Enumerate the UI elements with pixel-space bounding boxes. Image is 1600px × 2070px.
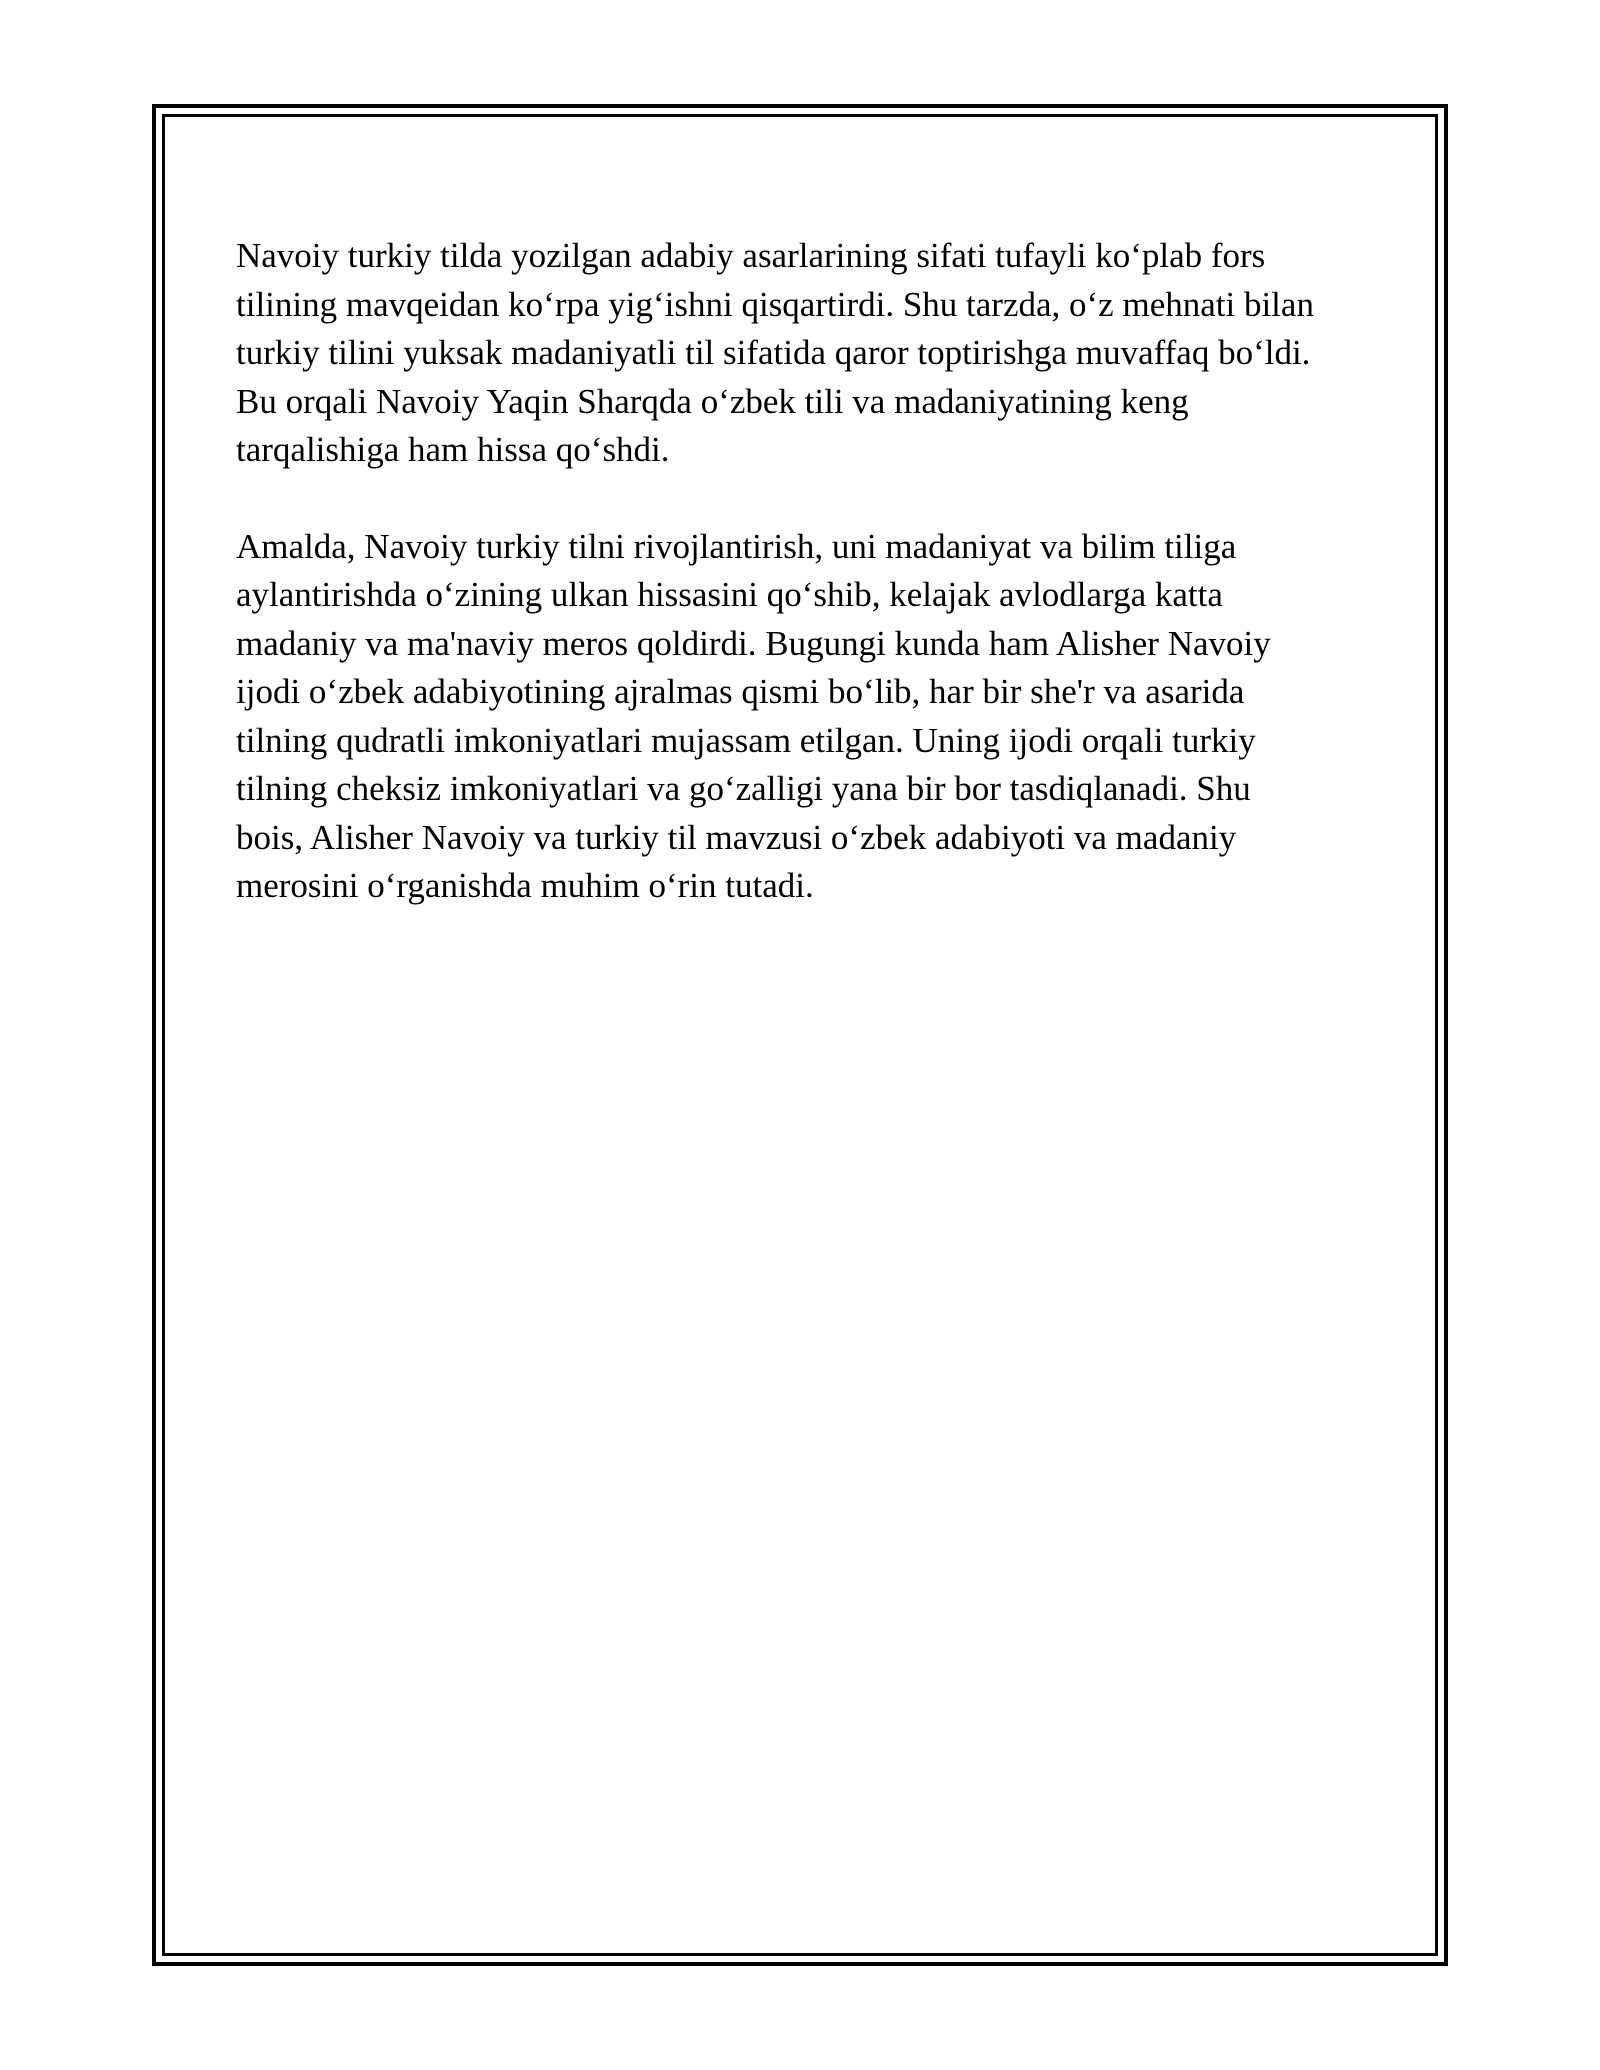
document-body	[236, 232, 1376, 959]
paragraph-1: Navoiy turkiy tilda yozilgan adabiy asarlarining sifati tufayli koʻplab fors tilining mavqeidan koʻrpa yigʻishni qisqartirdi. Shu tarzda, oʻz mehnati bilan turkiy tilini yuksak madaniyatli til sifatida qaror toptirishga muvaffaq boʻldi. Bu orqali Navoiy Yaqin Sharqda oʻzbek tili va madaniyatining keng tarqalishiga ham hissa qoʻshdi.	[236, 236, 1314, 469]
paragraph-2: Amalda, Navoiy turkiy tilni rivojlantirish, uni madaniyat va bilim tiliga aylantirishda oʻzining ulkan hissasini qoʻshib, kelajak avlodlarga katta madaniy va ma'naviy meros qoldirdi. Bugungi kunda ham Alisher Navoiy ijodi oʻzbek adabiyotining ajralmas qismi boʻlib, har bir she'r va asarida tilning qudratli imkoniyatlari mujassam etilgan. Uning ijodi orqali turkiy tilning cheksiz imkoniyatlari va goʻzalligi yana bir bor tasdiqlanadi. Shu bois, Alisher Navoiy va turkiy til mavzusi oʻzbek adabiyoti va madaniy merosini oʻrganishda muhim oʻrin tutadi.	[236, 526, 1271, 905]
